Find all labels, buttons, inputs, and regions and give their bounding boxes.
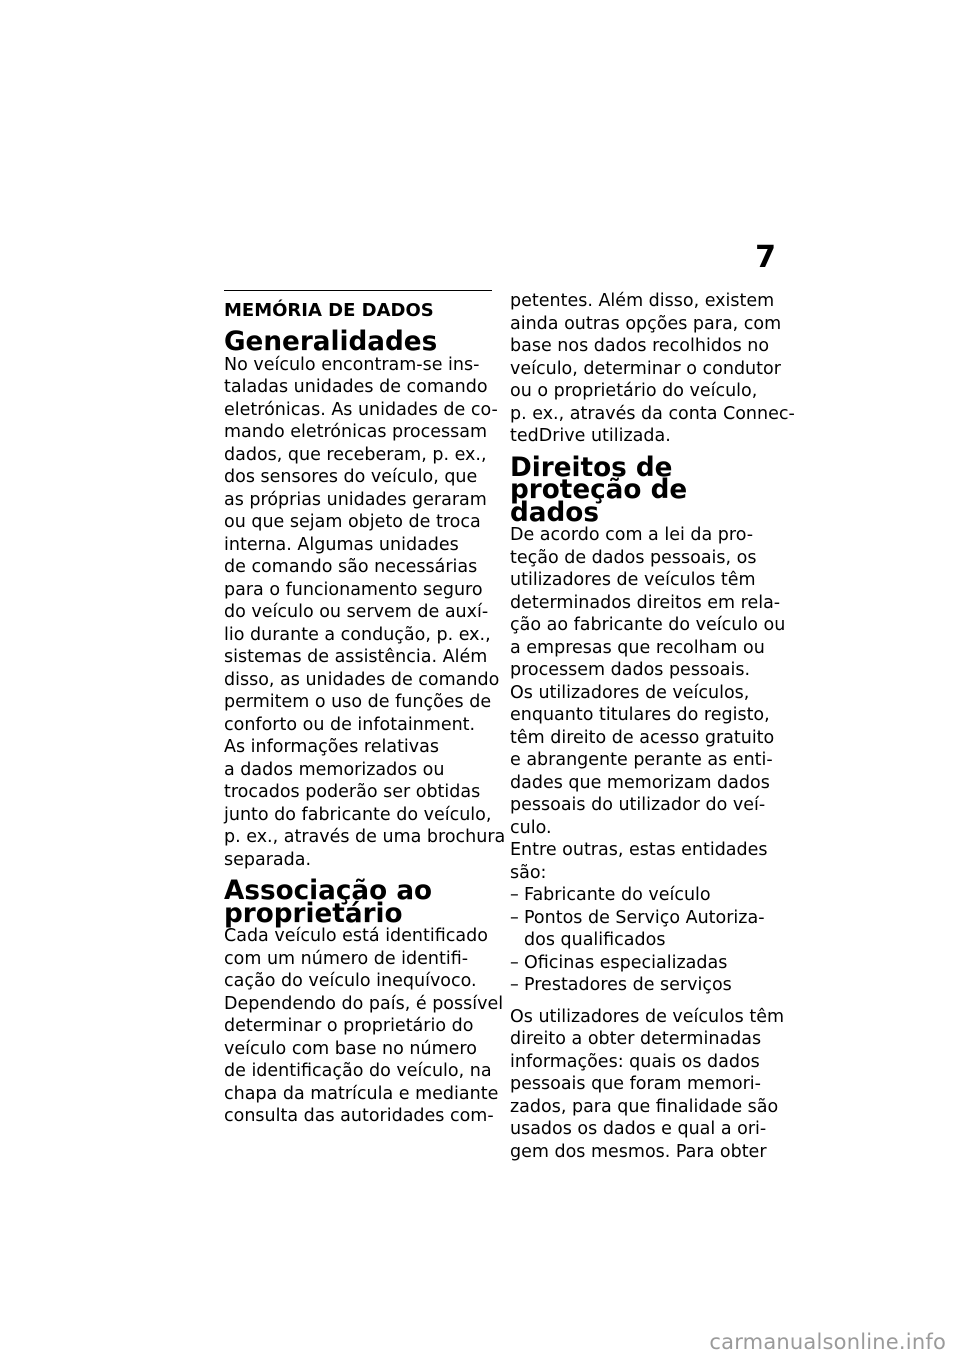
rights-paragraph-2 bbox=[510, 682, 780, 840]
text-line: de comando são necessárias bbox=[224, 557, 478, 577]
text-line: base nos dados recolhidos no bbox=[510, 336, 770, 356]
text-line: Prestadores de serviços bbox=[524, 975, 732, 995]
owner-heading: Associação ao proprietário bbox=[224, 876, 433, 929]
left-column bbox=[224, 290, 506, 1128]
text-line: chapa da matrícula e mediante bbox=[224, 1083, 499, 1104]
text-line: dados, que receberam, p. ex., bbox=[224, 444, 487, 465]
rights-paragraph-3 bbox=[510, 839, 780, 884]
list-item-text bbox=[524, 884, 711, 907]
text-line: de identificação do veículo, na bbox=[224, 1061, 492, 1081]
section-rule bbox=[224, 290, 492, 291]
dash-bullet: – bbox=[510, 907, 519, 928]
text-line: No veículo encontram-se ins- bbox=[224, 354, 480, 375]
text-line: Oficinas especializadas bbox=[524, 952, 728, 973]
list-item-text bbox=[524, 907, 765, 952]
text-line: utilizadores de veículos têm bbox=[510, 570, 756, 590]
owner-paragraph bbox=[224, 925, 504, 1128]
rights-heading: Direitos de proteção de dados bbox=[510, 452, 688, 528]
right-column bbox=[510, 290, 795, 1163]
text-line: do veículo ou servem de auxí- bbox=[224, 602, 489, 622]
text-line: determinados direitos em rela- bbox=[510, 592, 781, 613]
text-line: enquanto titulares do registo, bbox=[510, 705, 770, 725]
text-line: Os utilizadores de veículos têm bbox=[510, 1006, 785, 1027]
text-line: trocados poderão ser obtidas bbox=[224, 782, 481, 802]
text-line: Os utilizadores de veículos, bbox=[510, 682, 750, 703]
text-line: tedDrive utilizada. bbox=[510, 426, 671, 446]
text-line: têm direito de acesso gratuito bbox=[510, 727, 775, 748]
text-line: veículo com base no número bbox=[224, 1038, 477, 1059]
dash-bullet: – bbox=[510, 885, 519, 905]
dash-bullet: – bbox=[510, 952, 519, 973]
text-line: pessoais do utilizador do veí- bbox=[510, 795, 766, 815]
text-line: a empresas que recolham ou bbox=[510, 637, 765, 658]
dash-bullet: – bbox=[510, 975, 519, 995]
general-paragraph-1 bbox=[224, 354, 500, 737]
list-item bbox=[510, 974, 780, 997]
text-line: permitem o uso de funções de bbox=[224, 692, 492, 712]
text-line: ção ao fabricante do veículo ou bbox=[510, 615, 786, 635]
list-item bbox=[510, 907, 780, 952]
text-line: conforto ou de infotainment. bbox=[224, 714, 476, 735]
text-line: ainda outras opções para, com bbox=[510, 313, 782, 334]
text-line: dades que memorizam dados bbox=[510, 772, 770, 793]
text-line: interna. Algumas unidades bbox=[224, 534, 459, 555]
text-line: zados, para que finalidade são bbox=[510, 1096, 779, 1117]
text-line: pessoais que foram memori- bbox=[510, 1074, 761, 1094]
text-line: para o funcionamento seguro bbox=[224, 579, 483, 600]
general-paragraph-2 bbox=[224, 736, 506, 871]
entities-list bbox=[510, 884, 780, 997]
text-line: Entre outras, estas entidades bbox=[510, 840, 768, 860]
text-line: dos qualificados bbox=[524, 930, 666, 950]
text-line: p. ex., através da conta Connec- bbox=[510, 403, 795, 424]
text-line: ou o proprietário do veículo, bbox=[510, 381, 758, 401]
text-line: mando eletrónicas processam bbox=[224, 422, 488, 442]
text-line: As informações relativas bbox=[224, 737, 439, 757]
text-line: e abrangente perante as enti- bbox=[510, 750, 773, 770]
text-line: De acordo com a lei da pro- bbox=[510, 525, 754, 545]
owner-paragraph-continued bbox=[510, 290, 795, 448]
text-line: cação do veículo inequívoco. bbox=[224, 971, 477, 991]
rights-paragraph-1 bbox=[510, 524, 786, 682]
text-line: Pontos de Serviço Autoriza- bbox=[524, 907, 765, 928]
text-line: determinar o proprietário do bbox=[224, 1016, 474, 1036]
text-line: petentes. Além disso, existem bbox=[510, 291, 775, 311]
text-line: gem dos mesmos. Para obter bbox=[510, 1141, 767, 1162]
text-line: consulta das autoridades com- bbox=[224, 1106, 494, 1126]
text-line: direito a obter determinadas bbox=[510, 1029, 762, 1049]
text-line: a dados memorizados ou bbox=[224, 759, 445, 780]
list-item-text bbox=[524, 952, 727, 975]
text-line: sistemas de assistência. Além bbox=[224, 647, 488, 667]
list-item-text bbox=[524, 974, 732, 997]
text-line: veículo, determinar o condutor bbox=[510, 358, 781, 379]
text-line: usados os dados e qual a ori- bbox=[510, 1119, 767, 1139]
text-line: eletrónicas. As unidades de co- bbox=[224, 399, 498, 420]
text-line: teção de dados pessoais, os bbox=[510, 547, 757, 568]
page-number: 7 bbox=[755, 240, 776, 275]
text-line: Fabricante do veículo bbox=[524, 885, 711, 905]
text-line: culo. bbox=[510, 817, 552, 838]
text-line: informações: quais os dados bbox=[510, 1051, 760, 1072]
text-line: lio durante a condução, p. ex., bbox=[224, 624, 491, 645]
text-line: dos sensores do veículo, que bbox=[224, 467, 478, 487]
text-line: as próprias unidades geraram bbox=[224, 489, 487, 510]
text-line: Dependendo do país, é possível bbox=[224, 993, 504, 1014]
text-line: processem dados pessoais. bbox=[510, 660, 751, 680]
section-title: MEMÓRIA DE DADOS bbox=[224, 300, 434, 321]
list-item bbox=[510, 952, 780, 975]
text-line: ou que sejam objeto de troca bbox=[224, 512, 481, 532]
text-line: são: bbox=[510, 862, 547, 883]
general-heading: Generalidades bbox=[224, 327, 438, 357]
text-line: p. ex., através de uma brochura bbox=[224, 827, 506, 847]
text-line: com um número de identifi- bbox=[224, 948, 469, 969]
watermark-text: carmanualsonline.info bbox=[709, 1330, 946, 1354]
text-line: junto do fabricante do veículo, bbox=[224, 804, 492, 825]
text-line: disso, as unidades de comando bbox=[224, 669, 500, 690]
list-item bbox=[510, 884, 780, 907]
rights-paragraph-4 bbox=[510, 1006, 785, 1164]
text-line: taladas unidades de comando bbox=[224, 377, 488, 397]
text-line: separada. bbox=[224, 849, 312, 870]
text-line: Cada veículo está identificado bbox=[224, 926, 488, 946]
